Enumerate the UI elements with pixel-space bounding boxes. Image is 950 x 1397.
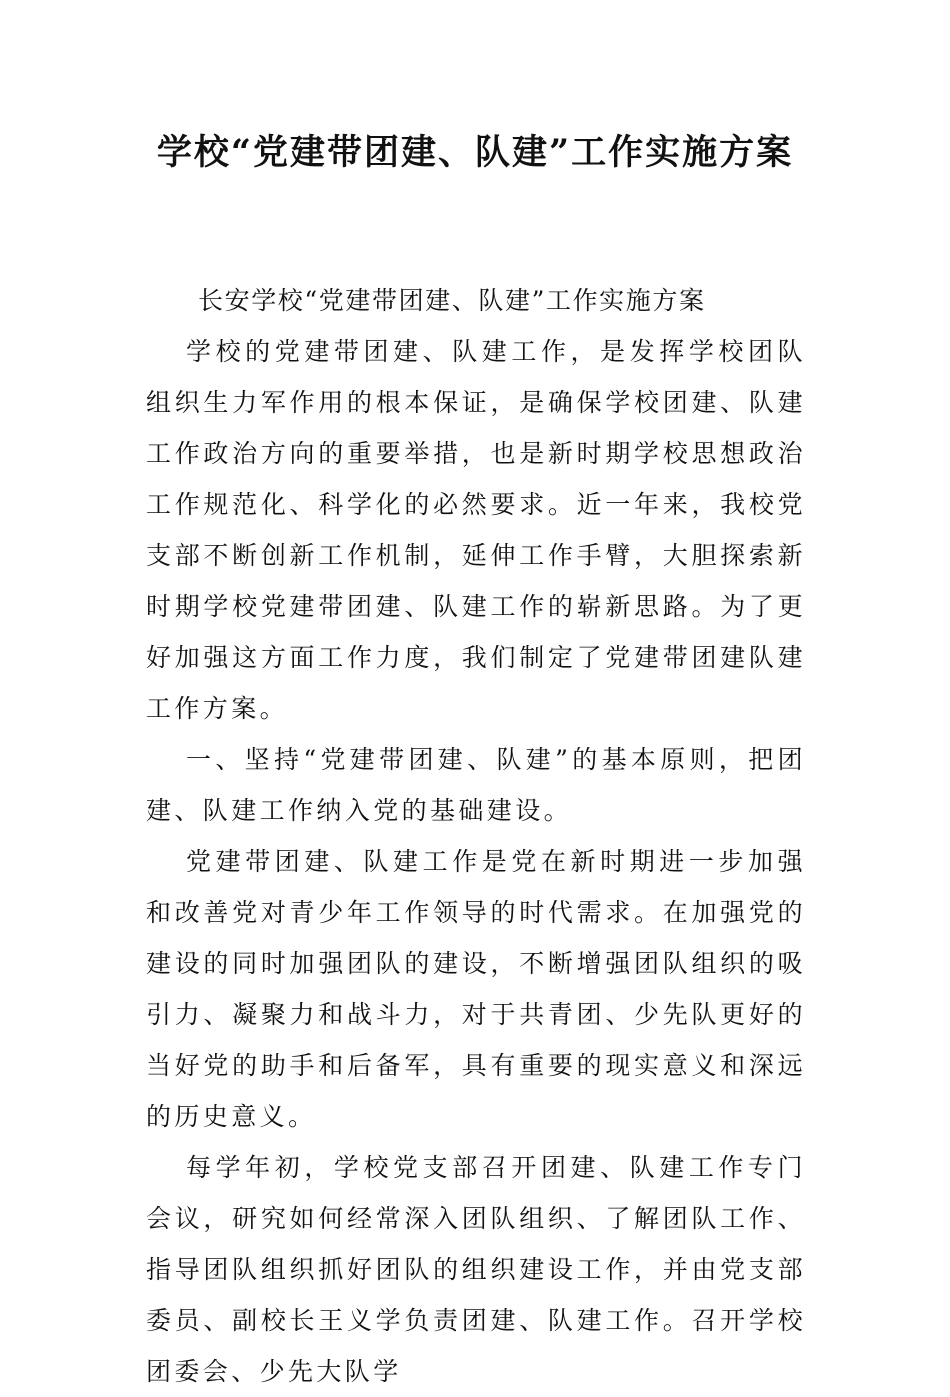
paragraph-3: 每学年初，学校党支部召开团建、队建工作专门会议，研究如何经常深入团队组织、了解团队工作、指导团队组织抓好团队的组织建设工作，并由党支部委员、副校长王义学负责团建、队建工作。召开学校团委会、少先大队学 [146,1153,806,1386]
paragraph-intro: 学校的党建带团建、队建工作，是发挥学校团队组织生力军作用的根本保证，是确保学校团建、队建工作政治方向的重要举措，也是新时期学校思想政治工作规范化、科学化的必然要求。近一年来，我校党支部不断创新工作机制，延伸工作手臂，大胆探索新时期学校党建带团建、队建工作的崭新思路。为了更好加强这方面工作力度，我们制定了党建带团建队建工作方案。 [146,337,806,723]
document-title: 学校“党建带团建、队建”工作实施方案 [156,132,794,173]
paragraph-2: 党建带团建、队建工作是党在新时期进一步加强和改善党对青少年工作领导的时代需求。在加强党的建设的同时加强团队的建设，不断增强团队组织的吸引力、凝聚力和战斗力，对于共青团、少先队更好的当好党的助手和后备军，具有重要的现实意义和深远的历史意义。 [146,847,806,1131]
document-body [146,275,806,1397]
document-subtitle: 长安学校“党建带团建、队建”工作实施方案 [198,286,706,315]
section-heading-1: 一、坚持“党建带团建、队建”的基本原则，把团建、队建工作纳入党的基础建设。 [146,745,806,825]
